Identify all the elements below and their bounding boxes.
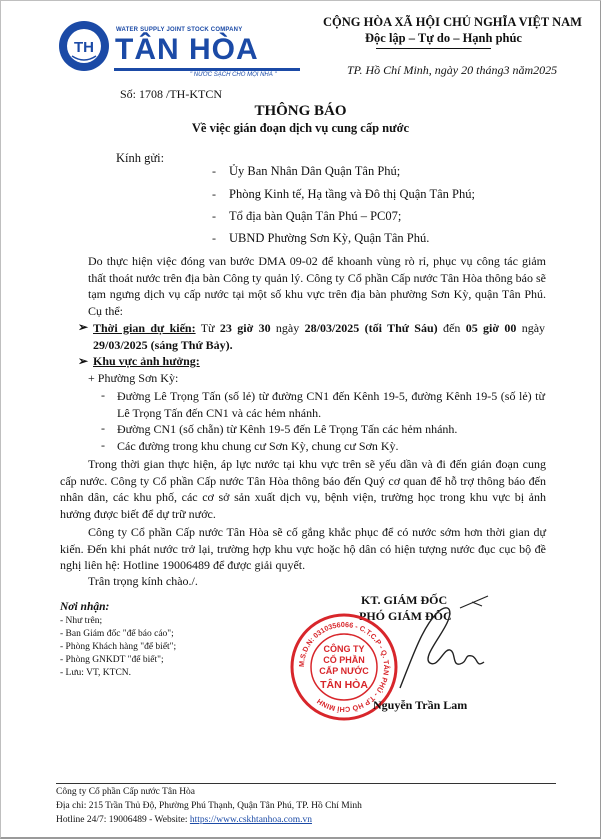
stamp-center-text: CỔ PHẦN	[323, 655, 365, 665]
recipients-footer-item: - Phòng GNKDT "để biết";	[60, 655, 164, 665]
motto-underline	[376, 48, 491, 49]
signature-title-1: KT. GIÁM ĐỐC	[361, 593, 448, 607]
ward-name: + Phường Sơn Kỳ:	[88, 371, 179, 385]
area-dash: -	[101, 388, 105, 402]
document-title: THÔNG BÁO	[254, 103, 347, 119]
stamp-center-text: TÂN HÒA	[320, 679, 368, 691]
country-name: CỘNG HÒA XÃ HỘI CHỦ NGHĨA VIỆT NAM	[323, 15, 582, 29]
logo-slogan: " NƯỚC SẠCH CHO MỌI NHÀ "	[190, 72, 277, 78]
footer-address: Địa chỉ: 215 Trần Thủ Độ, Phường Phú Thạnh, Quận Tân Phú, TP. Hồ Chí Minh	[56, 801, 362, 811]
signer-name: Nguyễn Trần Lam	[373, 698, 468, 712]
svg-text:TH: TH	[74, 39, 94, 56]
time-text: đến	[437, 321, 466, 335]
document-subtitle: Về việc gián đoạn dịch vụ cung cấp nước	[191, 121, 410, 135]
area-item: Đường CN1 (số chẵn) từ Kênh 19-5 đến Lê Trọng Tấn các hẻm nhánh.	[117, 422, 458, 436]
closing-line: Trân trọng kính chào./.	[88, 574, 198, 588]
time-text: Từ	[195, 321, 220, 335]
start-date: 28/03/2025 (tối Thứ Sáu)	[304, 321, 438, 335]
recipient-item: Phòng Kinh tế, Hạ tầng và Đô thị Quận Tân Phú;	[229, 187, 475, 201]
stamp-center-text: CẤP NƯỚC	[319, 666, 369, 676]
footer-company: Công ty Cổ phần Cấp nước Tân Hòa	[56, 787, 196, 797]
start-time: 23 giờ 30	[219, 321, 271, 335]
footer-website-link[interactable]: https://www.cskhtanhoa.com.vn	[189, 815, 312, 825]
recipients-title: Nơi nhận:	[60, 601, 110, 613]
paragraph-2: Trong thời gian thực hiện, áp lực nước tại khu vực trên sẽ yếu dần và đi đến gián đoạn cung cấp nước. Công ty Cổ phần Cấp nước Tân Hòa thông báo đến Quý cơ quan để hỗ trợ thông báo đến nhân dân, các khu phố, các cơ sở sản xuất dịch vụ, bệnh viện, trường học trong khu vực bị ảnh hưởng được biết để dự trữ nước.	[60, 457, 546, 521]
area-label: Khu vực ảnh hưởng:	[93, 354, 200, 368]
paragraph-3: Công ty Cổ phần Cấp nước Tân Hòa sẽ cố gắng khắc phục để có nước sớm hơn thời gian dự kiến. Đến khi phát nước trở lại, trường hợp khu vực hoặc hộ dân có hiện tượng nước đục cục bộ đề nghị liên hệ: Hotline 19006489 để được giải quyết.	[60, 525, 546, 572]
end-date: 29/03/2025 (sáng Thứ Bảy).	[93, 337, 233, 352]
recipients-footer-item: - Ban Giám đốc "để báo cáo";	[60, 629, 174, 639]
footer-hotline: Hotline 24/7: 19006489 - Website:	[56, 815, 190, 825]
footer-contact	[56, 815, 312, 825]
recipient-item: UBND Phường Sơn Kỳ, Quận Tân Phú.	[229, 231, 430, 245]
footer-divider	[56, 783, 556, 784]
company-emblem-icon	[58, 20, 110, 72]
area-dash: -	[101, 421, 105, 435]
recipients-footer-item: - Lưu: VT, KTCN.	[60, 668, 132, 678]
stamp-ring-text: M.S.D.N: 0310356066 - C.T.C.P - Q. TÂN PHÚ - T.P HỒ CHÍ MINH	[296, 619, 392, 715]
recipient-dash: -	[212, 231, 216, 245]
recipient-item: Ủy Ban Nhân Dân Quận Tân Phú;	[229, 164, 401, 178]
arrow-bullet-icon: ➢	[78, 320, 89, 334]
recipient-item: Tổ địa bàn Quận Tân Phú – PC07;	[229, 209, 402, 223]
time-text: ngày	[270, 321, 305, 335]
recipient-dash: -	[212, 164, 216, 178]
recipients-footer-item: - Như trên;	[60, 616, 103, 626]
time-section	[93, 320, 545, 353]
time-text: ngày	[516, 321, 546, 335]
country-motto: Độc lập – Tự do – Hạnh phúc	[365, 31, 522, 45]
area-item: Các đường trong khu chung cư Sơn Kỳ, chung cư Sơn Kỳ.	[117, 439, 399, 453]
logo-tagline: WATER SUPPLY JOINT STOCK COMPANY	[116, 27, 243, 33]
recipient-dash: -	[212, 187, 216, 201]
recipient-dash: -	[212, 209, 216, 223]
logo-name: TÂN HÒA	[115, 33, 259, 66]
signature-title-2: PHÓ GIÁM ĐỐC	[359, 609, 452, 623]
recipients-footer-item: - Phòng Khách hàng "để biết";	[60, 642, 177, 652]
area-dash: -	[101, 438, 105, 452]
intro-paragraph: Do thực hiện việc đóng van bước DMA 09-02 để khoanh vùng rò rỉ, phục vụ công tác giảm thất thoát nước trên địa bàn Công ty quản lý. Công ty Cổ phần Cấp nước Tân Hòa thông báo sẽ tạm ngưng dịch vụ cấp nước tại một số khu vực trên địa bàn phường Sơn Kỳ, quận Tân Phú. Cụ thể:	[88, 254, 546, 318]
time-label: Thời gian dự kiến:	[93, 321, 196, 335]
document-number: Số: 1708 /TH-KTCN	[120, 87, 222, 101]
handwritten-signature-icon	[392, 588, 502, 698]
stamp-center-text: CÔNG TY	[323, 644, 365, 654]
area-item: Đường Lê Trọng Tấn (số lẻ) từ đường CN1 đến Kênh 19-5, đường Kênh 19-5 (số lẻ) từ Lê Trọng Tấn đến CN1 và các hẻm nhánh.	[117, 389, 545, 420]
place-date: TP. Hồ Chí Minh, ngày 20 tháng3 năm2025	[347, 63, 558, 77]
end-time: 05 giờ 00	[465, 321, 517, 335]
arrow-bullet-icon: ➢	[78, 354, 89, 368]
greeting: Kính gửi:	[116, 151, 165, 165]
logo-underline	[114, 68, 300, 71]
